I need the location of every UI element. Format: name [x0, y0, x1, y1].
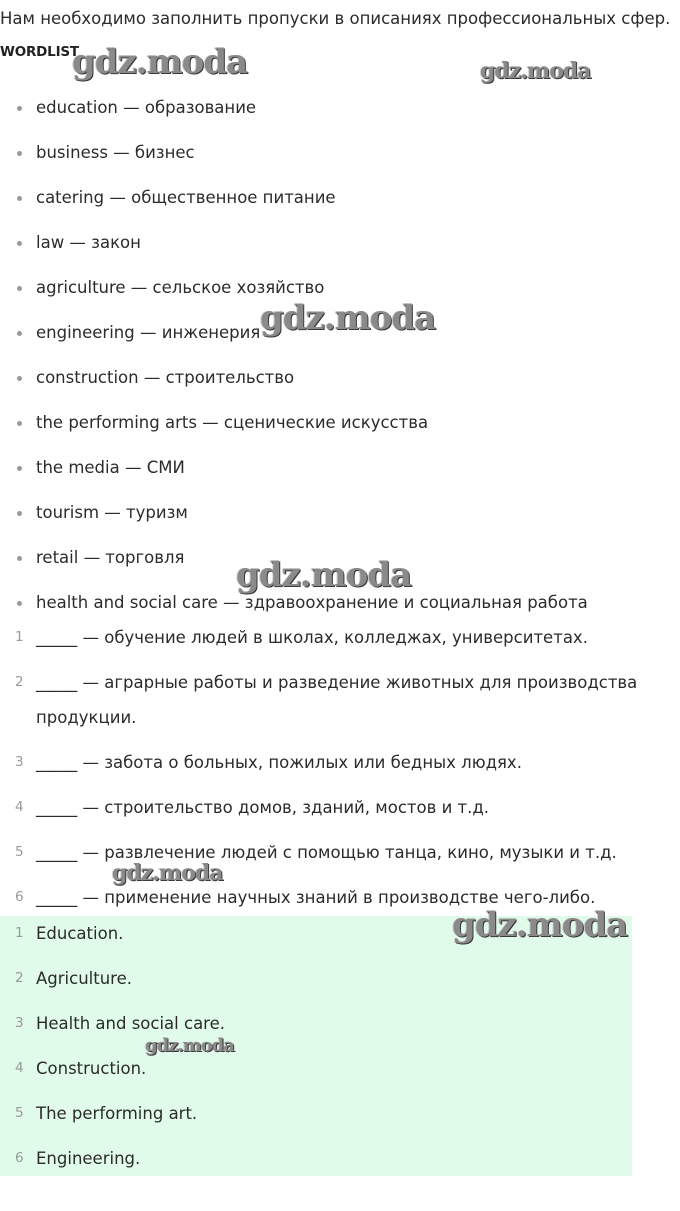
bullet-icon — [17, 466, 22, 471]
question-number: 5 — [15, 844, 24, 860]
question-number: 1 — [15, 629, 24, 645]
answer-item — [0, 1096, 680, 1141]
bullet-icon — [17, 106, 22, 111]
question-text: _____ — обучение людей в школах, колледжах, университетах. — [36, 628, 588, 647]
answer-number: 6 — [15, 1150, 24, 1166]
question-item — [0, 790, 680, 825]
question-number: 4 — [15, 799, 24, 815]
wordlist-title: WORDLIST — [0, 44, 79, 60]
question-text: _____ — аграрные работы и разведение животных для производства продукции. — [36, 673, 638, 727]
answer-item — [0, 916, 680, 961]
question-item — [0, 880, 680, 915]
answer-item — [0, 1141, 680, 1186]
wordlist — [0, 93, 680, 633]
list-item: law — закон — [0, 228, 680, 273]
answer-item — [0, 1051, 680, 1096]
list-item: tourism — туризм — [0, 498, 680, 543]
bullet-icon — [17, 241, 22, 246]
list-item: the media — СМИ — [0, 453, 680, 498]
watermark: gdz.moda — [480, 58, 591, 84]
answer-number: 4 — [15, 1060, 24, 1076]
bullet-icon — [17, 331, 22, 336]
list-item: the performing arts — сценические искусства — [0, 408, 680, 453]
answer-item — [0, 961, 680, 1006]
question-text: _____ — строительство домов, зданий, мостов и т.д. — [36, 798, 490, 817]
question-number: 2 — [15, 674, 24, 690]
list-item: health and social care — здравоохранение и социальная работа — [0, 588, 680, 633]
answer-number: 5 — [15, 1105, 24, 1121]
list-item: business — бизнес — [0, 138, 680, 183]
question-item — [0, 620, 680, 655]
question-text: _____ — развлечение людей с помощью танца, кино, музыки и т.д. — [36, 843, 617, 862]
bullet-icon — [17, 196, 22, 201]
answers-list — [0, 916, 680, 1186]
answer-text: Agriculture. — [36, 969, 132, 988]
answer-text: Engineering. — [36, 1149, 141, 1168]
list-item: education — образование — [0, 93, 680, 138]
question-text: _____ — применение научных знаний в производстве чего-либо. — [36, 888, 596, 907]
answer-number: 2 — [15, 970, 24, 986]
list-item: catering — общественное питание — [0, 183, 680, 228]
bullet-icon — [17, 286, 22, 291]
answer-text: Construction. — [36, 1059, 147, 1078]
question-item — [0, 665, 680, 735]
watermark: gdz.moda — [145, 1035, 234, 1056]
question-item — [0, 745, 680, 780]
bullet-icon — [17, 556, 22, 561]
answer-text: Education. — [36, 924, 124, 943]
answer-item — [0, 1006, 680, 1051]
question-number: 3 — [15, 754, 24, 770]
questions-list — [0, 620, 680, 925]
bullet-icon — [17, 151, 22, 156]
answer-number: 1 — [15, 925, 24, 941]
bullet-icon — [17, 511, 22, 516]
watermark: gdz.moda — [260, 298, 436, 338]
answer-text: Health and social care. — [36, 1014, 226, 1033]
list-item: retail — торговля — [0, 543, 680, 588]
bullet-icon — [17, 601, 22, 606]
question-number: 6 — [15, 889, 24, 905]
question-text: _____ — забота о больных, пожилых или бедных людях. — [36, 753, 522, 772]
watermark: gdz.moda — [452, 905, 628, 945]
bullet-icon — [17, 376, 22, 381]
watermark: gdz.moda — [72, 42, 248, 82]
watermark: gdz.moda — [236, 555, 412, 595]
intro-text: Нам необходимо заполнить пропуски в описаниях профессиональных сфер. — [0, 9, 671, 28]
answer-number: 3 — [15, 1015, 24, 1031]
question-item — [0, 835, 680, 870]
list-item: construction — строительство — [0, 363, 680, 408]
bullet-icon — [17, 421, 22, 426]
list-item: engineering — инженерия — [0, 318, 680, 363]
answer-text: The performing art. — [36, 1104, 198, 1123]
list-item: agriculture — сельское хозяйство — [0, 273, 680, 318]
watermark: gdz.moda — [112, 860, 223, 886]
